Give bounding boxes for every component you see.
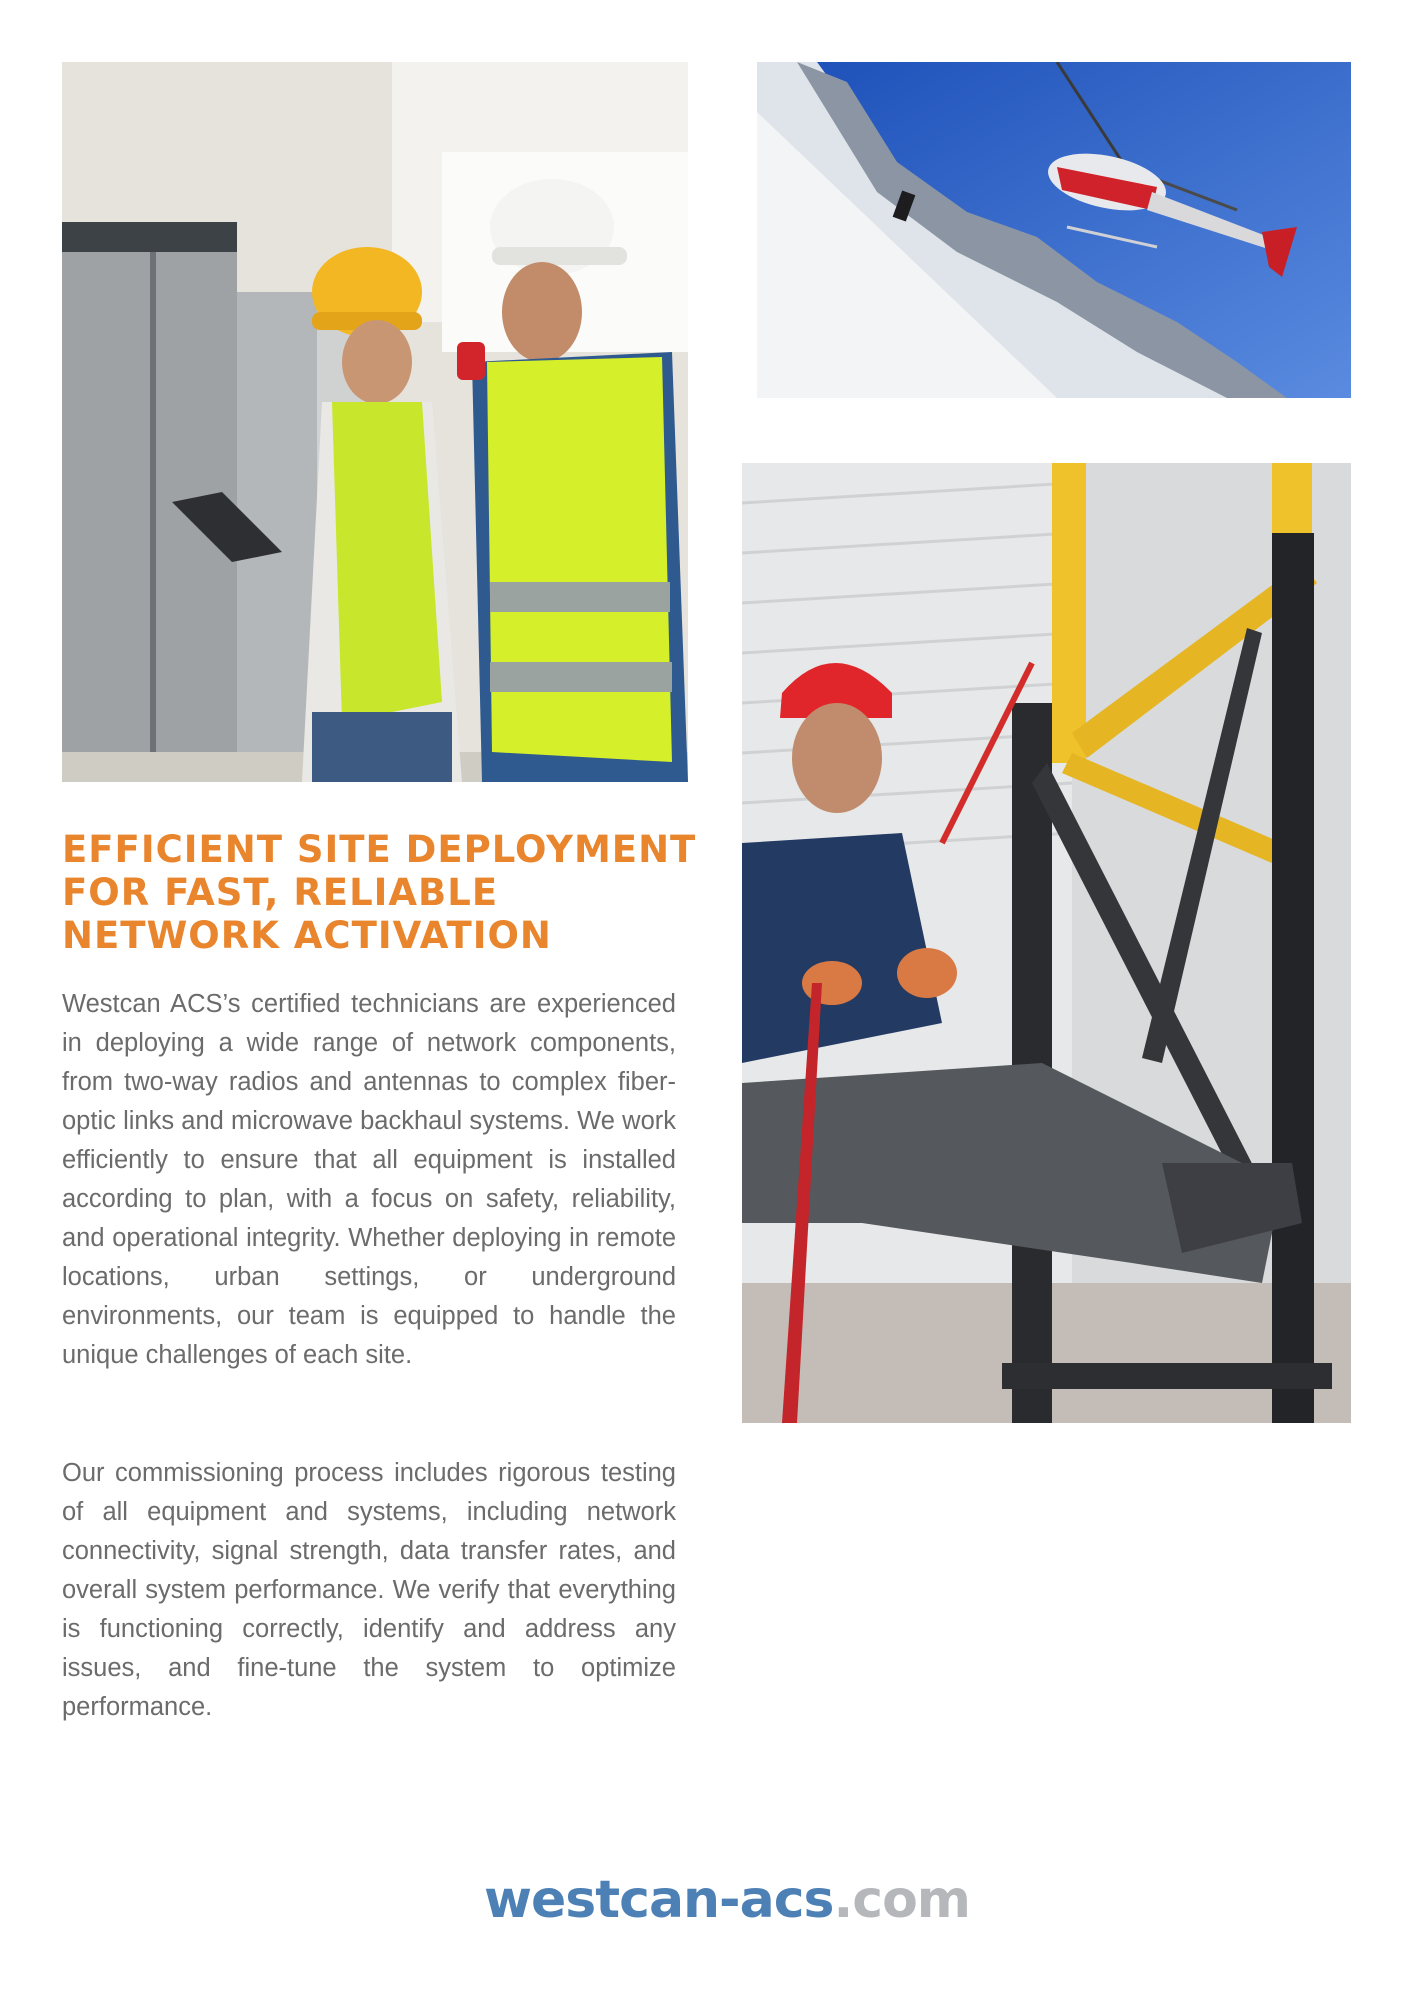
heading-line-1: EFFICIENT SITE DEPLOYMENT (62, 828, 697, 871)
body-paragraph-commissioning: Our commissioning process includes rigorous testing of all equipment and systems, including network connectivity, signal strength, data transfer rates, and overall system performance. We verify that everything is functioning correctly, identify and address any issues, and fine-tune the system to optimize performance. (62, 1459, 676, 1721)
heading-line-3: NETWORK ACTIVATION (62, 914, 552, 957)
climber-photo (742, 463, 1351, 1423)
website-tld: .com (833, 1870, 970, 1930)
section-heading (62, 828, 702, 957)
heading-line-2: FOR FAST, RELIABLE (62, 871, 499, 914)
technicians-photo (62, 62, 688, 782)
website-name: westcan-acs (484, 1870, 834, 1930)
website-url[interactable] (0, 1870, 1414, 1930)
helicopter-photo (757, 62, 1351, 398)
body-paragraph-deployment: Westcan ACS’s certified technicians are experienced in deploying a wide range of network components, from two-way radios and antennas to complex fiber-optic links and microwave backhaul systems. We work efficiently to ensure that all equipment is installed according to plan, with a focus on safety, reliability, and operational integrity. Whether deploying in remote locations, urban settings, or underground environments, our team is equipped to handle the unique challenges of each site. (62, 990, 676, 1369)
